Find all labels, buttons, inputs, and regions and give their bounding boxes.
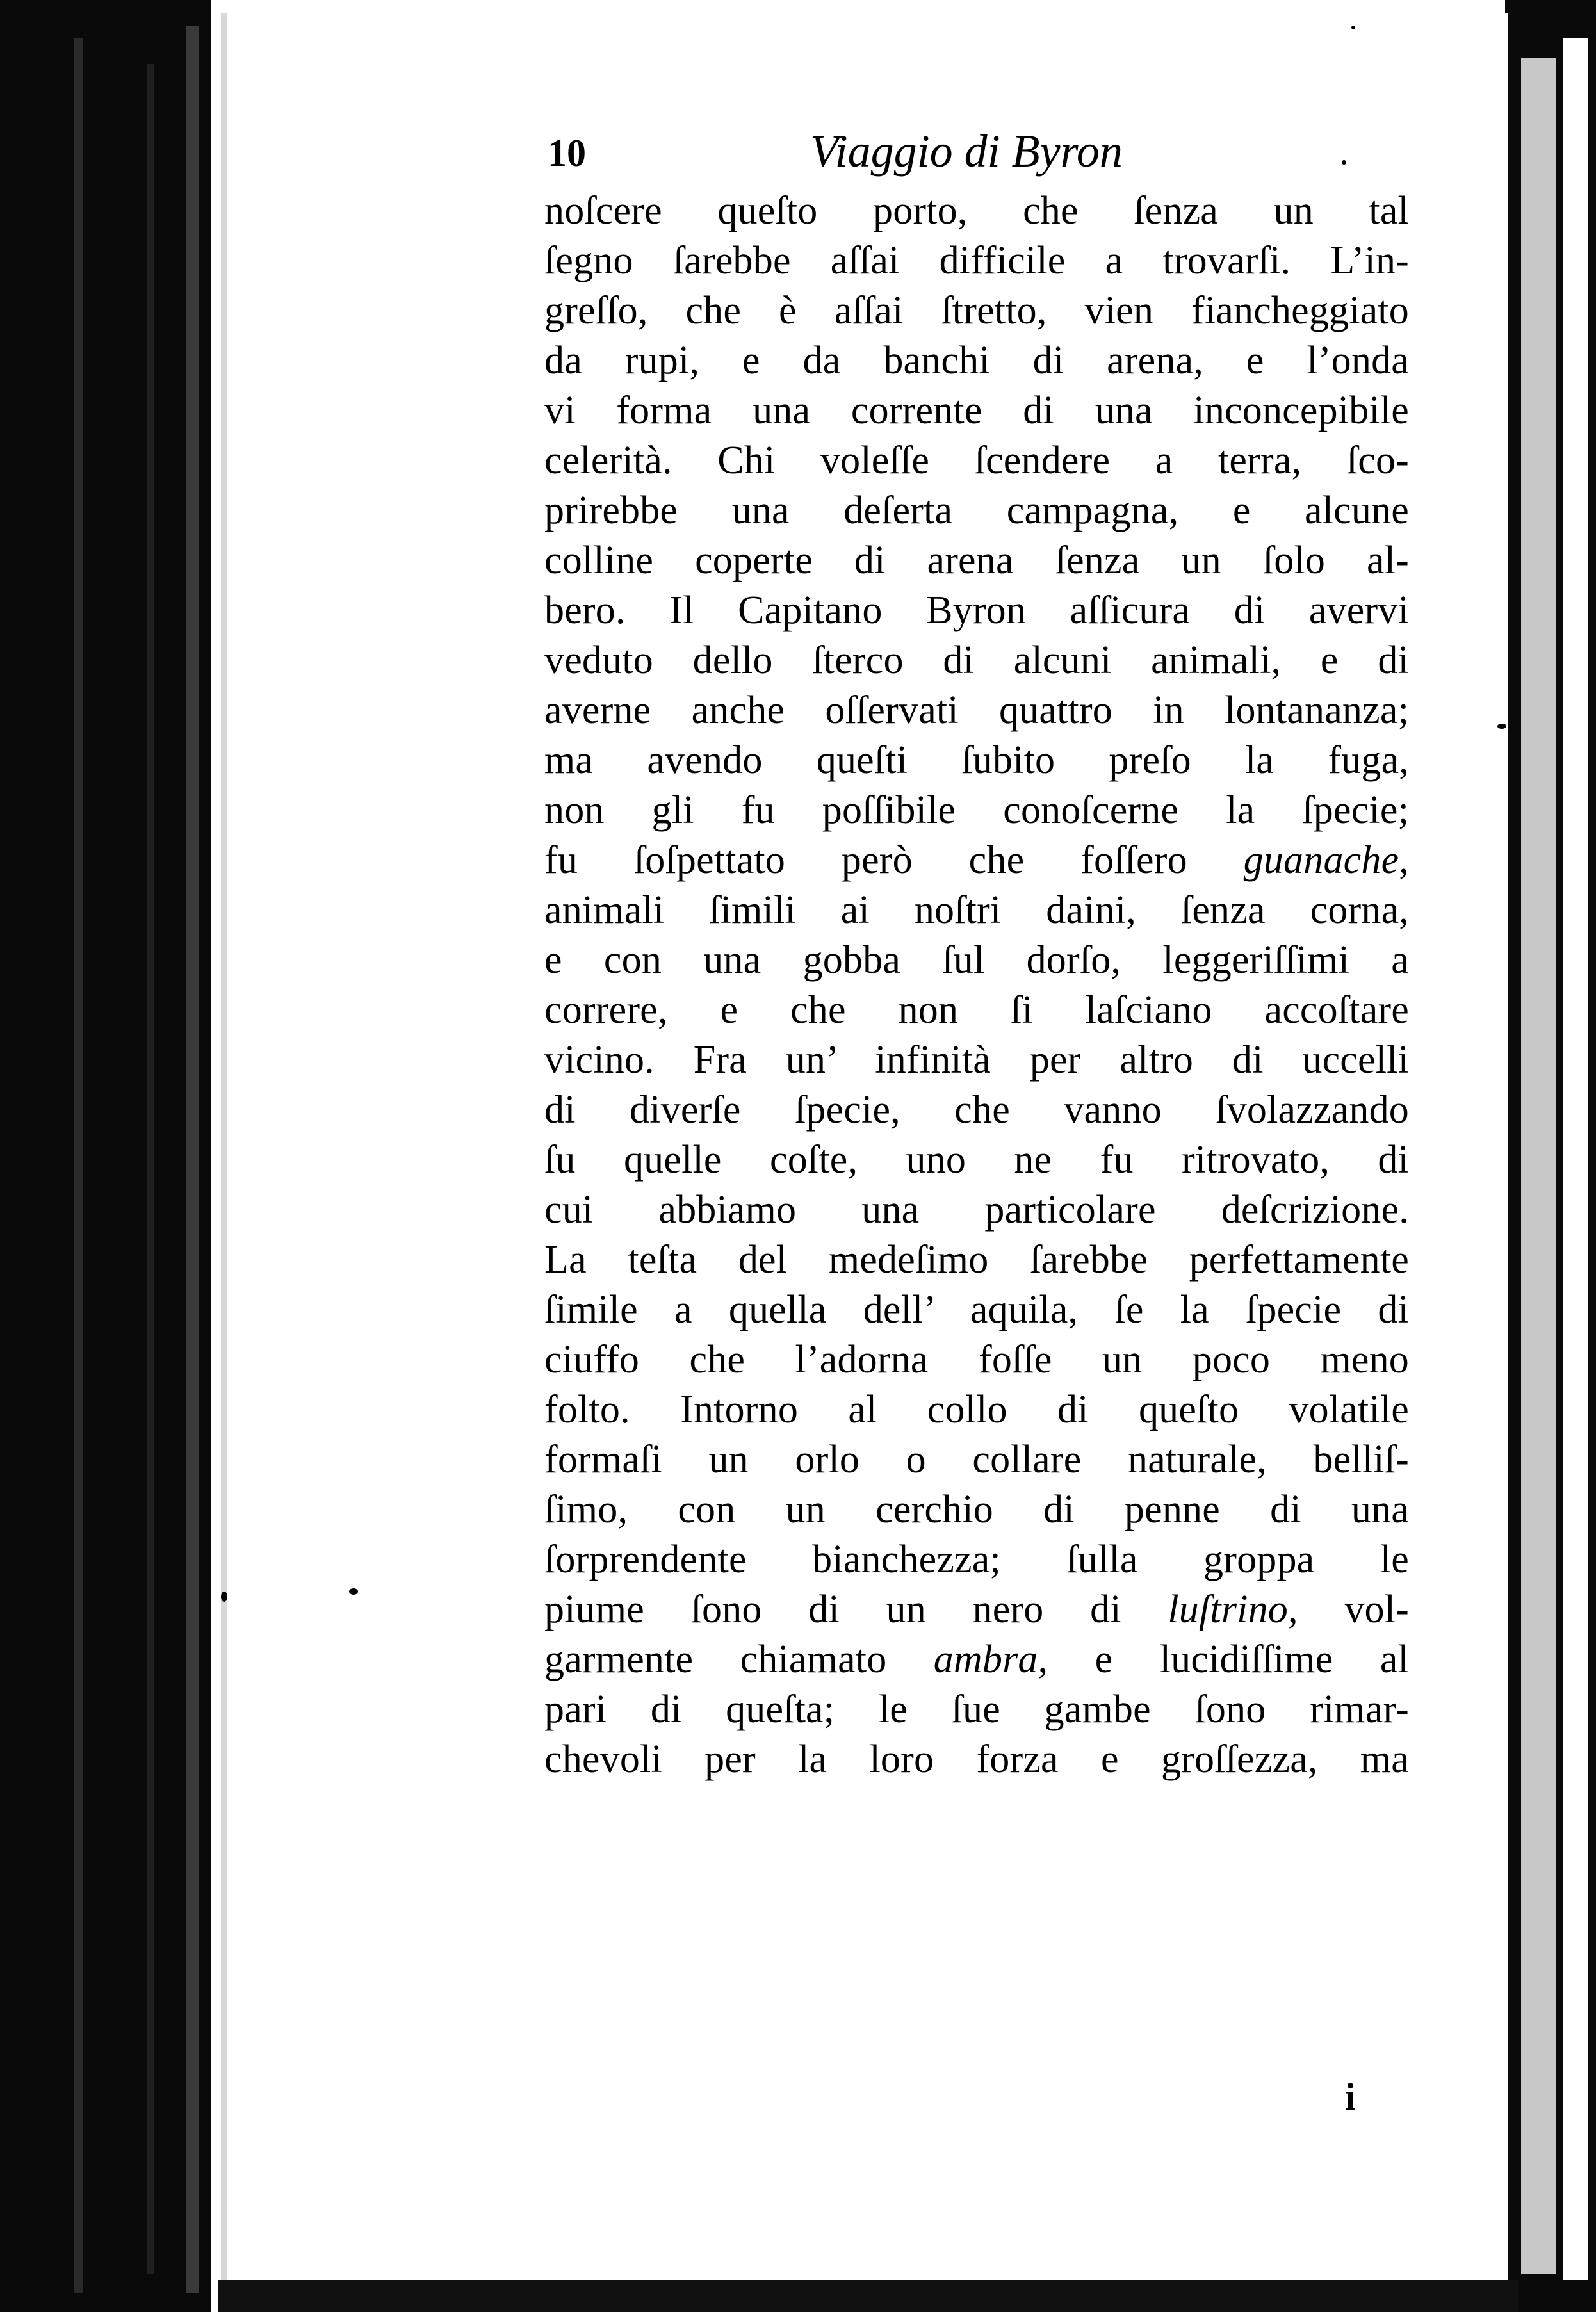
text-line: chevoli per la loro forza e groſſezza, ma — [544, 1738, 1409, 1781]
book-binding-left — [0, 0, 211, 2312]
text-line: pari di queſta; le ſue gambe ſono rimar- — [544, 1688, 1409, 1731]
running-title: Viaggio di Byron — [810, 126, 1123, 177]
italic-term: luſtrino — [1168, 1588, 1288, 1631]
ink-speck — [349, 1588, 358, 1595]
text-line: ſorprendente bianchezza; ſulla groppa le — [544, 1538, 1409, 1581]
text-line: fu ſoſpettato però che foſſero guanache, — [544, 838, 1409, 882]
text-line: averne anche oſſervati quattro in lontananza; — [544, 688, 1409, 732]
page-bottom-shadow — [218, 2280, 1518, 2312]
text-line: folto. Intorno al collo di queſto volatile — [544, 1388, 1409, 1431]
text-line: prirebbe una deſerta campagna, e alcune — [544, 489, 1409, 532]
text-line: di diverſe ſpecie, che vanno ſvolazzando — [544, 1088, 1409, 1132]
text-line: La teſta del medeſimo ſarebbe perfettamente — [544, 1238, 1409, 1282]
text-line: correre, e che non ſi laſciano accoſtare — [544, 988, 1409, 1032]
ink-speck — [1351, 26, 1355, 29]
text-line: piume ſono di un nero di luſtrino, vol- — [544, 1588, 1409, 1631]
text-line: formaſi un orlo o collare naturale, belliſ- — [544, 1438, 1409, 1481]
page-edge-strip — [1521, 58, 1556, 2274]
text-line: garmente chiamato ambra, e lucidiſſime al — [544, 1638, 1409, 1681]
text-line: vi forma una corrente di una inconcepibile — [544, 389, 1409, 432]
text-line: colline coperte di arena ſenza un ſolo al- — [544, 539, 1409, 582]
catchword: i — [1345, 2076, 1356, 2118]
binding-streak — [74, 38, 83, 2293]
text-line: vicino. Fra un’ infinità per altro di uccelli — [544, 1038, 1409, 1082]
italic-term: guanache — [1243, 838, 1399, 882]
binding-streak — [147, 64, 154, 2274]
text-line: non gli fu poſſibile conoſcerne la ſpecie; — [544, 788, 1409, 832]
text-line: veduto dello ſterco di alcuni animali, e di — [544, 639, 1409, 682]
text-line: ſimo, con un cerchio di penne di una — [544, 1488, 1409, 1531]
body-text — [544, 186, 1409, 1784]
text-line: e con una gobba ſul dorſo, leggeriſſimi a — [544, 938, 1409, 982]
italic-term: ambra — [933, 1638, 1038, 1681]
text-line: ma avendo queſti ſubito preſo la fuga, — [544, 738, 1409, 782]
text-line: da rupi, e da banchi di arena, e l’onda — [544, 339, 1409, 382]
text-line: ſimile a quella dell’ aquila, ſe la ſpecie di — [544, 1288, 1409, 1331]
text-line: noſcere queſto porto, che ſenza un tal — [544, 189, 1409, 232]
running-head — [548, 125, 1201, 183]
binding-streak — [186, 26, 199, 2293]
text-line: greſſo, che è aſſai ſtretto, vien fiancheggiato — [544, 289, 1409, 332]
ink-speck — [221, 1592, 227, 1602]
text-line: ſu quelle coſte, uno ne fu ritrovato, di — [544, 1138, 1409, 1182]
page-number: 10 — [548, 132, 586, 174]
text-line: animali ſimili ai noſtri daini, ſenza corna, — [544, 888, 1409, 932]
text-line: ſegno ſarebbe aſſai difficile a trovarſi. L’in- — [544, 239, 1409, 282]
ink-speck — [1342, 160, 1346, 165]
text-line: ciuffo che l’adorna foſſe un poco meno — [544, 1338, 1409, 1381]
facing-page-edge — [1563, 38, 1588, 2280]
ink-speck — [1497, 724, 1506, 729]
text-line: cui abbiamo una particolare deſcrizione. — [544, 1188, 1409, 1232]
text-line: bero. Il Capitano Byron aſſicura di avervi — [544, 589, 1409, 632]
text-line: celerità. Chi voleſſe ſcendere a terra, ſco- — [544, 439, 1409, 482]
